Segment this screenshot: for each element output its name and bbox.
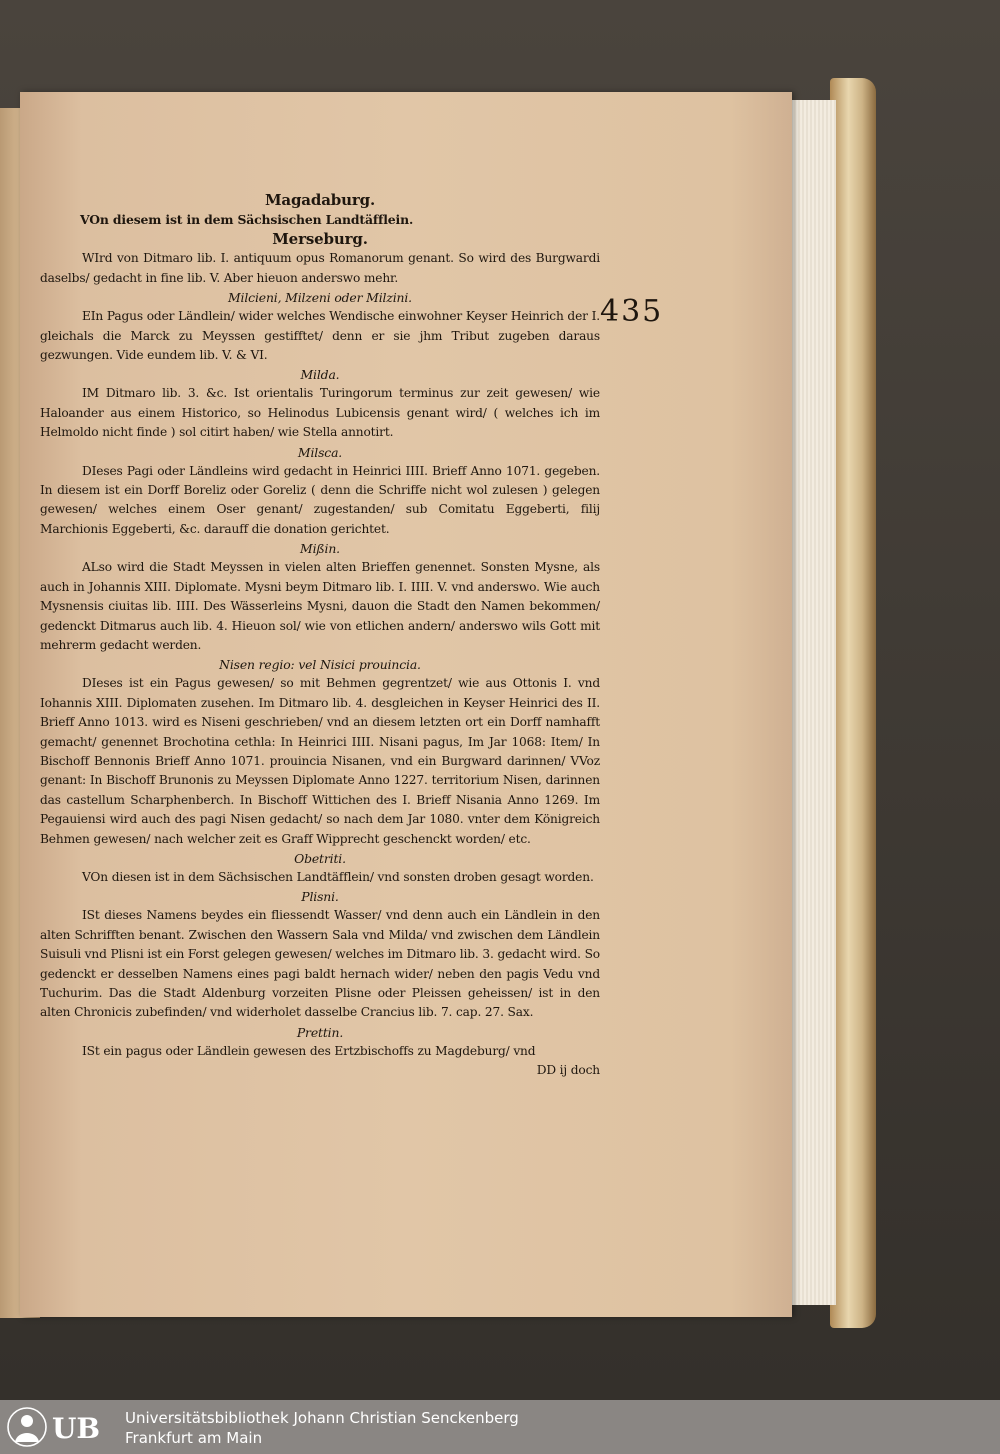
catchword-line: DD ij doch: [536, 1063, 600, 1078]
section-heading: Milsca.: [297, 444, 343, 460]
logo-text: UB: [52, 1412, 101, 1445]
section-heading: Milda.: [300, 367, 340, 383]
section-heading: Nisen regio: vel Nisici prouincia.: [219, 657, 421, 673]
section-heading: Magadaburg.: [264, 191, 376, 209]
section-heading: Obetriti.: [294, 850, 346, 866]
section-heading: VOn diesem ist in dem Sächsischen Landtäfflein.: [80, 212, 414, 227]
paragraph: ALso wird die Stadt Meyssen in vielen alten Brieffen genennet. Sonsten Mysne, als auch in Johannis XIII. Diplomate. Mysni beym Ditmaro lib. I. IIII. V. vnd anderswo. Wie auch Mysnensis ciuitas lib. IIII. Des Wässerleins Mysni, dauon die Stadt den Namen bekommen/ gedenckt Ditmarus auch lib. 4. Hieuon sol/ wie von etlichen andern/ anderswo wils Gott mit mehrerm gedacht werden.: [40, 560, 600, 652]
paragraph: DIeses ist ein Pagus gewesen/ so mit Behmen gegrentzet/ wie aus Ottonis I. vnd Iohannis XIII. Diplomaten zusehen. Im Ditmaro lib. 4. desgleichen in Keyser Heinrici des II. Brieff Anno 1013. wird es Niseni geschrieben/ vnd an diesem letzten ort ein Dorff namhafft gemacht/ genennet Brochotina cethla: In Heinrici IIII. Nisani pagus, Im Jar 1068: Item/ In Bischoff Bennonis Brieff Anno 1071. prouincia Nisanen, vnd ein Burgward darinnen/ VVoz genant: In Bischoff Brunonis zu Meyssen Diplomate Anno 1227. territorium Nisen, darinnen das castellum Scharphenberch. In Bischoff Wittichen des I. Brieff Nisania Anno 1269. Im Pegauiensi wird auch des pagi Nisen gedacht/ so nach dem Jar 1080. vnter dem Königreich Behmen gewesen/ nach welcher zeit es Graff Wipprecht geschenckt worden/ etc.: [40, 676, 600, 846]
paragraph: DIeses Pagi oder Ländleins wird gedacht in Heinrici IIII. Brieff Anno 1071. gegeben. In diesem ist ein Dorff Boreliz oder Goreliz ( denn die Schriffe nicht wol zulesen ) gelegen gewesen/ welches einem Oser genant/ zugestanden/ sub Comitatu Eggeberti, filij Marchionis Eggeberti, &c. darauff die donation gerichtet.: [40, 463, 600, 536]
page-number: 435: [600, 294, 664, 329]
section-heading: Milcieni, Milzeni oder Milzini.: [228, 290, 412, 306]
section-heading: Mißin.: [300, 541, 340, 557]
library-location: Frankfurt am Main: [125, 1429, 263, 1447]
section-heading: Prettin.: [296, 1024, 344, 1040]
paragraph: VOn diesen ist in dem Sächsischen Landtäfflein/ vnd sonsten droben gesagt worden.: [82, 869, 594, 884]
page-text: [40, 190, 600, 1081]
section-heading: Merseburg.: [272, 230, 368, 249]
footer-bar: [0, 1400, 1000, 1454]
section-heading: Plisni.: [301, 889, 339, 905]
book-binding: [830, 78, 876, 1328]
library-name: Universitätsbibliothek Johann Christian Senckenberg: [125, 1409, 519, 1427]
paragraph: ISt ein pagus oder Ländlein gewesen des Ertzbischoffs zu Magdeburg/ vnd: [82, 1043, 536, 1058]
paragraph: ISt dieses Namens beydes ein fliessendt Wasser/ vnd denn auch ein Ländlein in den alten Schrifften benant. Zwischen den Wassern Sala vnd Milda/ vnd zwischen dem Ländlein Suisuli vnd Plisni ist ein Forst gelegen gewesen/ welches im Ditmaro lib. 3. gedacht wird. So gedenckt er desselben Namens eines pagi baldt hernach wider/ neben den pagis Vedu vnd Tuchurim. Das die Stadt Aldenburg vorzeiten Plisne oder Pleissen geheissen/ ist in den alten Chronicis zubefinden/ vnd widerholet dasselbe Crancius lib. 7. cap. 27. Sax.: [40, 908, 600, 1020]
ub-logo-icon: [6, 1406, 118, 1448]
paragraph: WIrd von Ditmaro lib. I. antiquum opus Romanorum genant. So wird des Burgwardi daselbs/ gedacht in fine lib. V. Aber hieuon anderswo mehr.: [40, 251, 600, 285]
paragraph: EIn Pagus oder Ländlein/ wider welches Wendische einwohner Keyser Heinrich der I. gleichals die Marck zu Meyssen gestifftet/ denn er sie jhm Tribut zugeben daraus gezwungen. Vide eundem lib. V. & VI.: [40, 309, 600, 363]
paragraph: IM Ditmaro lib. 3. &c. Ist orientalis Turingorum terminus zur zeit gewesen/ wie Haloander aus einem Historico, so Helinodus Lubicensis genant wird/ ( welches ich im Helmoldo nicht finde ) sol citirt haben/ wie Stella annotirt.: [40, 386, 600, 440]
